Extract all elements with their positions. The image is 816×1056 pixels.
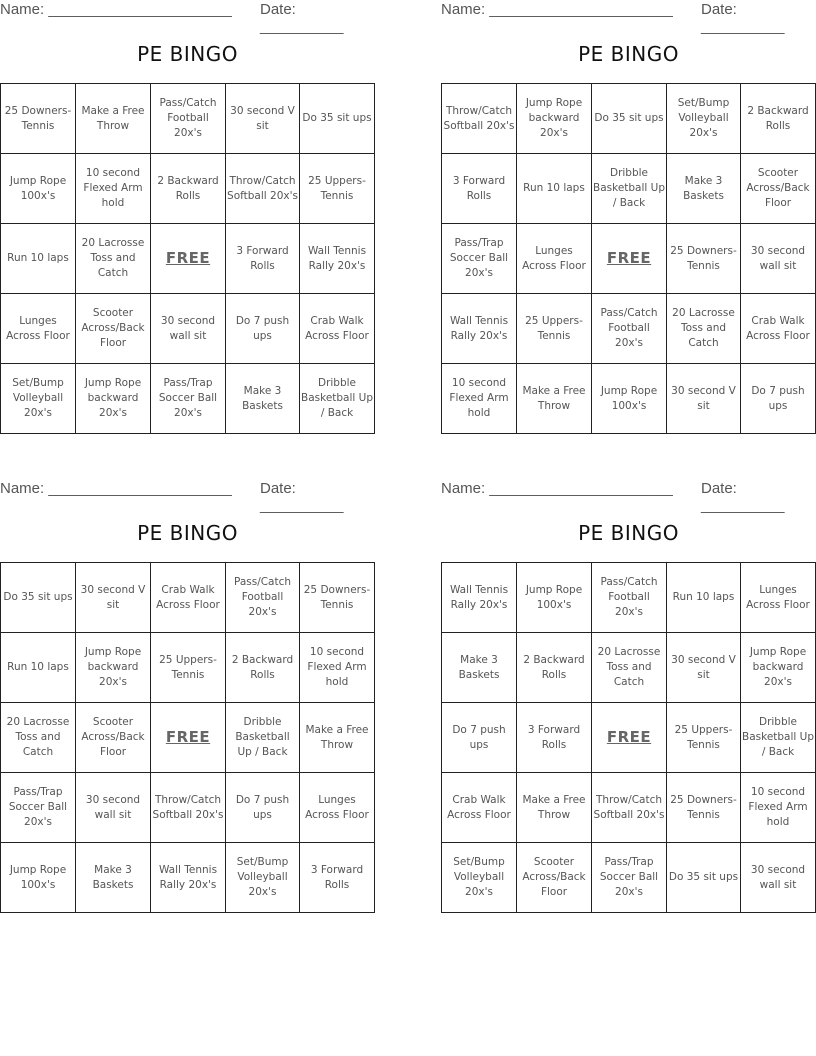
bingo-cell: Run 10 laps	[517, 154, 592, 224]
name-field-label: Name: ______________________	[441, 480, 673, 497]
bingo-cell: 30 second wall sit	[741, 843, 816, 913]
bingo-cell: Run 10 laps	[1, 633, 76, 703]
bingo-cell: Crab Walk Across Floor	[442, 773, 517, 843]
bingo-cell: Do 7 push ups	[226, 294, 300, 364]
bingo-cell: 20 Lacrosse Toss and Catch	[592, 633, 667, 703]
bingo-cell: Crab Walk Across Floor	[741, 294, 816, 364]
bingo-cell: Wall Tennis Rally 20x's	[442, 294, 517, 364]
bingo-cell: Jump Rope backward 20x's	[741, 633, 816, 703]
free-space: FREE	[592, 224, 667, 294]
card-title: PE BINGO	[578, 42, 679, 66]
free-space: FREE	[151, 224, 226, 294]
bingo-cell: Make a Free Throw	[517, 773, 592, 843]
bingo-cell: 30 second V sit	[667, 364, 741, 434]
bingo-cell: Do 7 push ups	[741, 364, 816, 434]
bingo-cell: Run 10 laps	[1, 224, 76, 294]
bingo-cell: Jump Rope 100x's	[1, 843, 76, 913]
bingo-cell: Pass/Catch Football 20x's	[592, 294, 667, 364]
bingo-cell: 3 Forward Rolls	[517, 703, 592, 773]
bingo-cell: 25 Uppers-Tennis	[151, 633, 226, 703]
bingo-cell: Do 35 sit ups	[592, 84, 667, 154]
bingo-cell: Make 3 Baskets	[226, 364, 300, 434]
header-line	[0, 0, 375, 35]
name-field-label: Name: ______________________	[0, 1, 232, 18]
bingo-cell: 25 Downers-Tennis	[300, 563, 375, 633]
bingo-card	[0, 0, 375, 419]
bingo-cell: 25 Downers-Tennis	[667, 773, 741, 843]
bingo-cell: Make a Free Throw	[517, 364, 592, 434]
bingo-cell: Wall Tennis Rally 20x's	[442, 563, 517, 633]
bingo-cell: 20 Lacrosse Toss and Catch	[667, 294, 741, 364]
bingo-cell: Pass/Catch Football 20x's	[592, 563, 667, 633]
bingo-cell: Do 35 sit ups	[667, 843, 741, 913]
bingo-cell: Jump Rope 100x's	[592, 364, 667, 434]
bingo-cell: Set/Bump Volleyball 20x's	[667, 84, 741, 154]
bingo-cell: 30 second V sit	[667, 633, 741, 703]
bingo-cell: Lunges Across Floor	[1, 294, 76, 364]
bingo-cell: 3 Forward Rolls	[442, 154, 517, 224]
bingo-cell: Scooter Across/Back Floor	[741, 154, 816, 224]
bingo-cell: Pass/Catch Football 20x's	[151, 84, 226, 154]
bingo-grid	[441, 562, 816, 913]
bingo-cell: Make 3 Baskets	[76, 843, 151, 913]
bingo-cell: Make a Free Throw	[76, 84, 151, 154]
bingo-cell: 25 Downers-Tennis	[667, 224, 741, 294]
bingo-cell: Pass/Trap Soccer Ball 20x's	[442, 224, 517, 294]
date-field-label: Date: __________	[260, 480, 344, 514]
bingo-cell: Throw/Catch Softball 20x's	[151, 773, 226, 843]
bingo-cell: Lunges Across Floor	[300, 773, 375, 843]
bingo-cell: Jump Rope 100x's	[1, 154, 76, 224]
name-field-label: Name: ______________________	[441, 1, 673, 18]
bingo-cell: 10 second Flexed Arm hold	[300, 633, 375, 703]
bingo-cell: Pass/Trap Soccer Ball 20x's	[151, 364, 226, 434]
date-field-label: Date: __________	[701, 480, 785, 514]
bingo-cell: Throw/Catch Softball 20x's	[442, 84, 517, 154]
bingo-cell: Lunges Across Floor	[517, 224, 592, 294]
bingo-cell: Crab Walk Across Floor	[151, 563, 226, 633]
bingo-card	[0, 479, 375, 898]
card-title: PE BINGO	[578, 521, 679, 545]
bingo-cell: 25 Uppers-Tennis	[300, 154, 375, 224]
bingo-cell: 25 Uppers-Tennis	[667, 703, 741, 773]
bingo-grid	[0, 562, 375, 913]
bingo-cell: Wall Tennis Rally 20x's	[151, 843, 226, 913]
bingo-cell: 10 second Flexed Arm hold	[741, 773, 816, 843]
bingo-cell: Do 7 push ups	[226, 773, 300, 843]
bingo-cell: Jump Rope backward 20x's	[76, 633, 151, 703]
bingo-cell: Pass/Trap Soccer Ball 20x's	[1, 773, 76, 843]
bingo-cell: Dribble Basketball Up / Back	[226, 703, 300, 773]
bingo-cell: Dribble Basketball Up / Back	[592, 154, 667, 224]
bingo-cell: Wall Tennis Rally 20x's	[300, 224, 375, 294]
bingo-cell: Do 35 sit ups	[300, 84, 375, 154]
bingo-cell: Set/Bump Volleyball 20x's	[226, 843, 300, 913]
bingo-cell: Make 3 Baskets	[442, 633, 517, 703]
bingo-cell: Do 7 push ups	[442, 703, 517, 773]
bingo-cell: Throw/Catch Softball 20x's	[226, 154, 300, 224]
bingo-cell: 30 second wall sit	[741, 224, 816, 294]
bingo-cell: 2 Backward Rolls	[226, 633, 300, 703]
bingo-cell: 3 Forward Rolls	[300, 843, 375, 913]
header-line	[441, 479, 816, 514]
card-title: PE BINGO	[137, 42, 238, 66]
bingo-cell: 25 Uppers-Tennis	[517, 294, 592, 364]
bingo-cell: Do 35 sit ups	[1, 563, 76, 633]
free-space: FREE	[592, 703, 667, 773]
bingo-cell: Set/Bump Volleyball 20x's	[442, 843, 517, 913]
bingo-cell: Run 10 laps	[667, 563, 741, 633]
bingo-cell: Make 3 Baskets	[667, 154, 741, 224]
date-field-label: Date: __________	[260, 1, 344, 35]
bingo-cell: 25 Downers-Tennis	[1, 84, 76, 154]
bingo-cell: Scooter Across/Back Floor	[76, 703, 151, 773]
bingo-cell: Scooter Across/Back Floor	[76, 294, 151, 364]
bingo-cell: 2 Backward Rolls	[151, 154, 226, 224]
bingo-cell: 3 Forward Rolls	[226, 224, 300, 294]
bingo-cell: Lunges Across Floor	[741, 563, 816, 633]
bingo-cell: 20 Lacrosse Toss and Catch	[1, 703, 76, 773]
bingo-cell: Dribble Basketball Up / Back	[300, 364, 375, 434]
bingo-grid	[441, 83, 816, 434]
bingo-cell: Set/Bump Volleyball 20x's	[1, 364, 76, 434]
bingo-cell: Pass/Trap Soccer Ball 20x's	[592, 843, 667, 913]
bingo-cell: 2 Backward Rolls	[741, 84, 816, 154]
header-line	[0, 479, 375, 514]
bingo-cell: Jump Rope backward 20x's	[76, 364, 151, 434]
bingo-card	[441, 0, 816, 419]
card-title: PE BINGO	[137, 521, 238, 545]
bingo-cell: Throw/Catch Softball 20x's	[592, 773, 667, 843]
bingo-cell: Crab Walk Across Floor	[300, 294, 375, 364]
name-field-label: Name: ______________________	[0, 480, 232, 497]
date-field-label: Date: __________	[701, 1, 785, 35]
bingo-cell: 10 second Flexed Arm hold	[76, 154, 151, 224]
bingo-cell: 30 second V sit	[226, 84, 300, 154]
bingo-cell: Dribble Basketball Up / Back	[741, 703, 816, 773]
free-space: FREE	[151, 703, 226, 773]
bingo-cell: 30 second wall sit	[151, 294, 226, 364]
bingo-cell: Jump Rope 100x's	[517, 563, 592, 633]
bingo-cell: Make a Free Throw	[300, 703, 375, 773]
bingo-cell: 20 Lacrosse Toss and Catch	[76, 224, 151, 294]
bingo-cell: Pass/Catch Football 20x's	[226, 563, 300, 633]
bingo-grid	[0, 83, 375, 434]
bingo-cell: 10 second Flexed Arm hold	[442, 364, 517, 434]
bingo-cell: 30 second V sit	[76, 563, 151, 633]
bingo-cell: 30 second wall sit	[76, 773, 151, 843]
bingo-cell: Jump Rope backward 20x's	[517, 84, 592, 154]
bingo-cell: 2 Backward Rolls	[517, 633, 592, 703]
header-line	[441, 0, 816, 35]
bingo-card	[441, 479, 816, 898]
bingo-cell: Scooter Across/Back Floor	[517, 843, 592, 913]
